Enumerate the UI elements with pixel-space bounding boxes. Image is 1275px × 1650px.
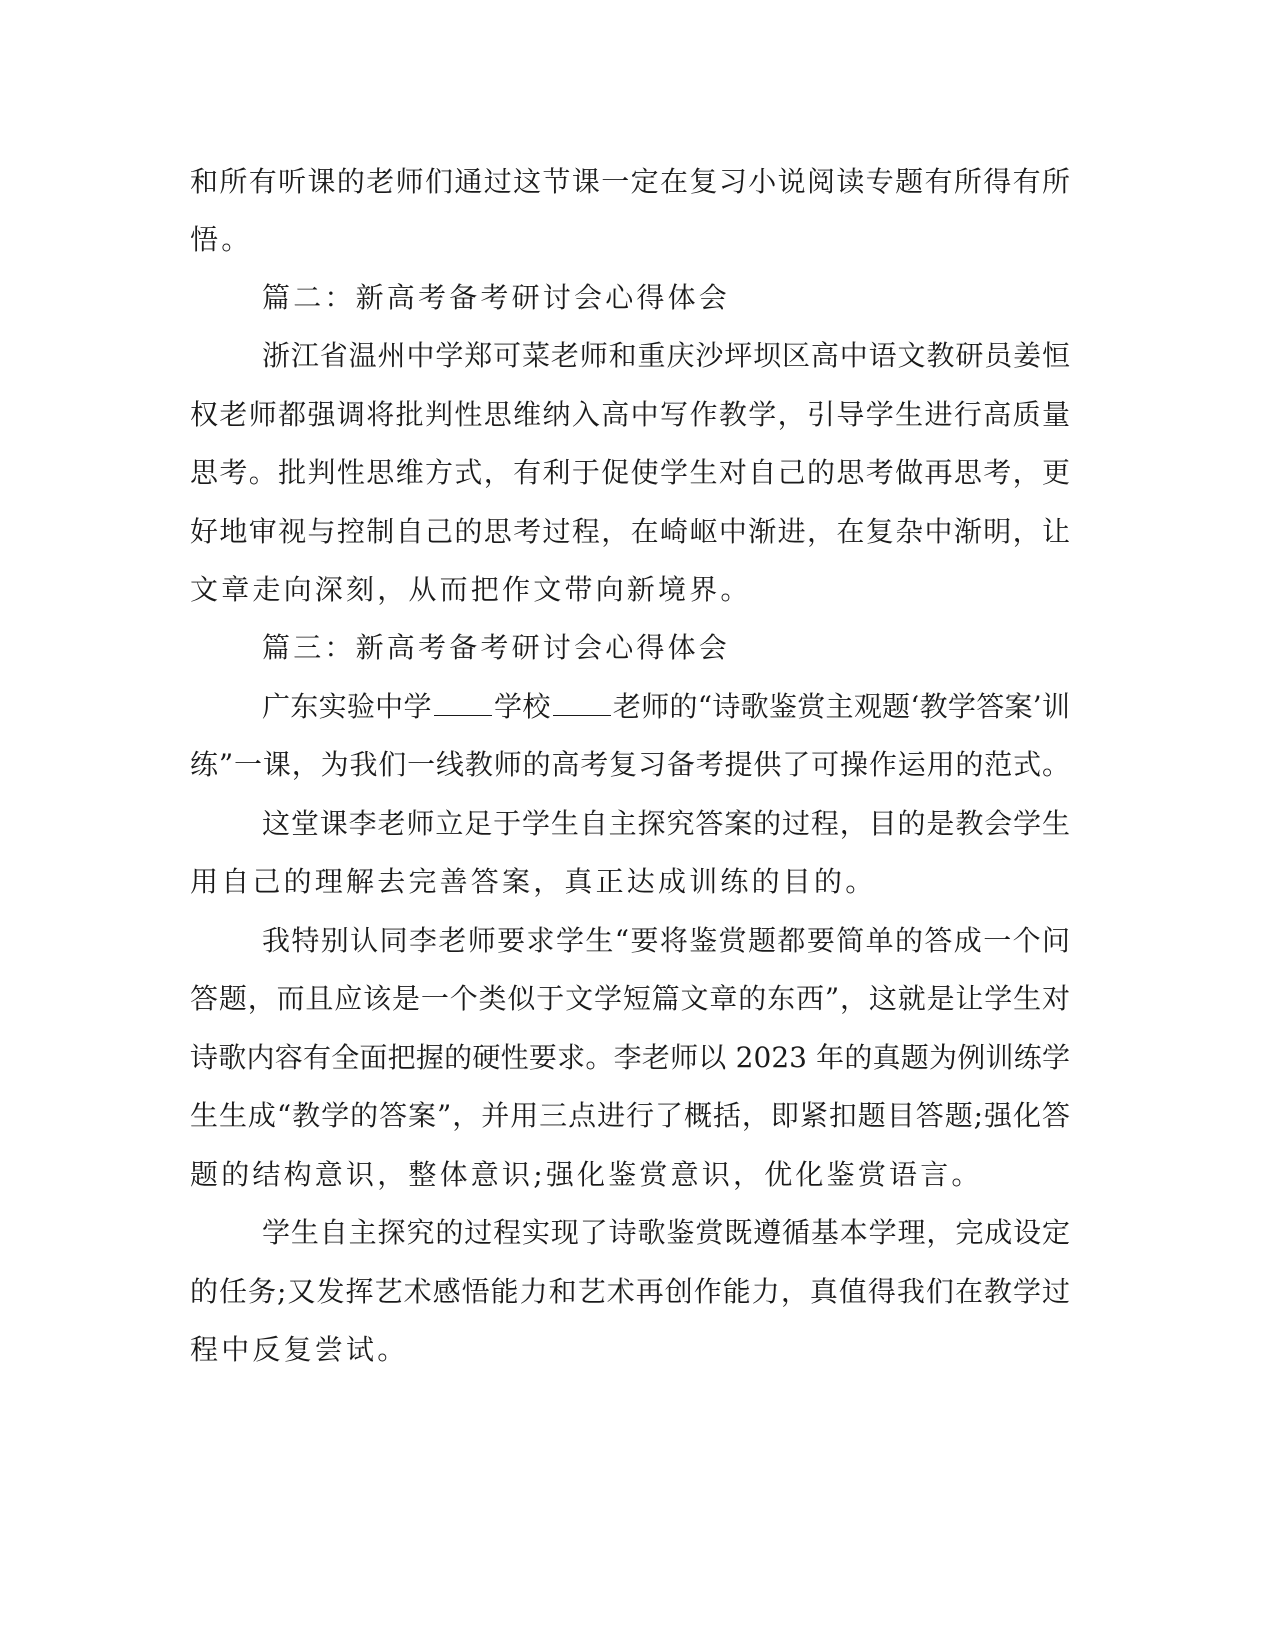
paragraph-line: 文章走向深刻，从而把作文带向新境界。 <box>190 573 752 606</box>
paragraph-line: 程中反复尝试。 <box>190 1333 409 1366</box>
paragraph-line: 悟。 <box>190 223 253 256</box>
paragraph-line: 浙江省温州中学郑可菜老师和重庆沙坪坝区高中语文教研员姜恒 <box>262 339 1070 372</box>
paragraph-line: 思考。批判性思维方式，有利于促使学生对自己的思考做再思考，更 <box>190 456 1070 489</box>
paragraph-line: 用自己的理解去完善答案，真正达成训练的目的。 <box>190 865 877 898</box>
line-text-part: 学校 <box>493 690 551 723</box>
paragraph-line: 生生成“教学的答案”，并用三点进行了概括，即紧扣题目答题;强化答 <box>190 1099 1070 1132</box>
paragraph-line: 这堂课李老师立足于学生自主探究答案的过程，目的是教会学生 <box>262 807 1070 840</box>
paragraph-line: 我特别认同李老师要求学生“要将鉴赏题都要简单的答成一个问 <box>262 924 1070 957</box>
fill-in-blank <box>434 685 492 716</box>
paragraph-line: 的任务;又发挥艺术感悟能力和艺术再创作能力，真值得我们在教学过 <box>190 1275 1070 1308</box>
paragraph-line: 答题，而且应该是一个类似于文学短篇文章的东西”，这就是让学生对 <box>190 982 1070 1015</box>
section-heading-3: 篇三：新高考备考研讨会心得体会 <box>262 631 731 664</box>
paragraph-line: 权老师都强调将批判性思维纳入高中写作教学，引导学生进行高质量 <box>190 398 1070 431</box>
paragraph-line: 练”一课，为我们一线教师的高考复习备考提供了可操作运用的范式。 <box>190 748 1070 781</box>
paragraph-line: 学生自主探究的过程实现了诗歌鉴赏既遵循基本学理，完成设定 <box>262 1216 1070 1249</box>
fill-in-blank <box>553 685 611 716</box>
line-text-part: 广东实验中学 <box>262 690 432 723</box>
paragraph-line: 好地审视与控制自己的思考过程，在崎岖中渐进，在复杂中渐明，让 <box>190 515 1070 548</box>
paragraph-line: 和所有听课的老师们通过这节课一定在复习小说阅读专题有所得有所 <box>190 165 1070 198</box>
paragraph-line: 题的结构意识，整体意识;强化鉴赏意识，优化鉴赏语言。 <box>190 1158 983 1191</box>
line-text-part: 老师的“诗歌鉴赏主观题‘教学答案’训 <box>612 690 1070 723</box>
paragraph-line-with-blanks <box>262 677 1070 737</box>
section-heading-2: 篇二：新高考备考研讨会心得体会 <box>262 281 731 314</box>
paragraph-line: 诗歌内容有全面把握的硬性要求。李老师以 2023 年的真题为例训练学 <box>190 1041 1070 1074</box>
